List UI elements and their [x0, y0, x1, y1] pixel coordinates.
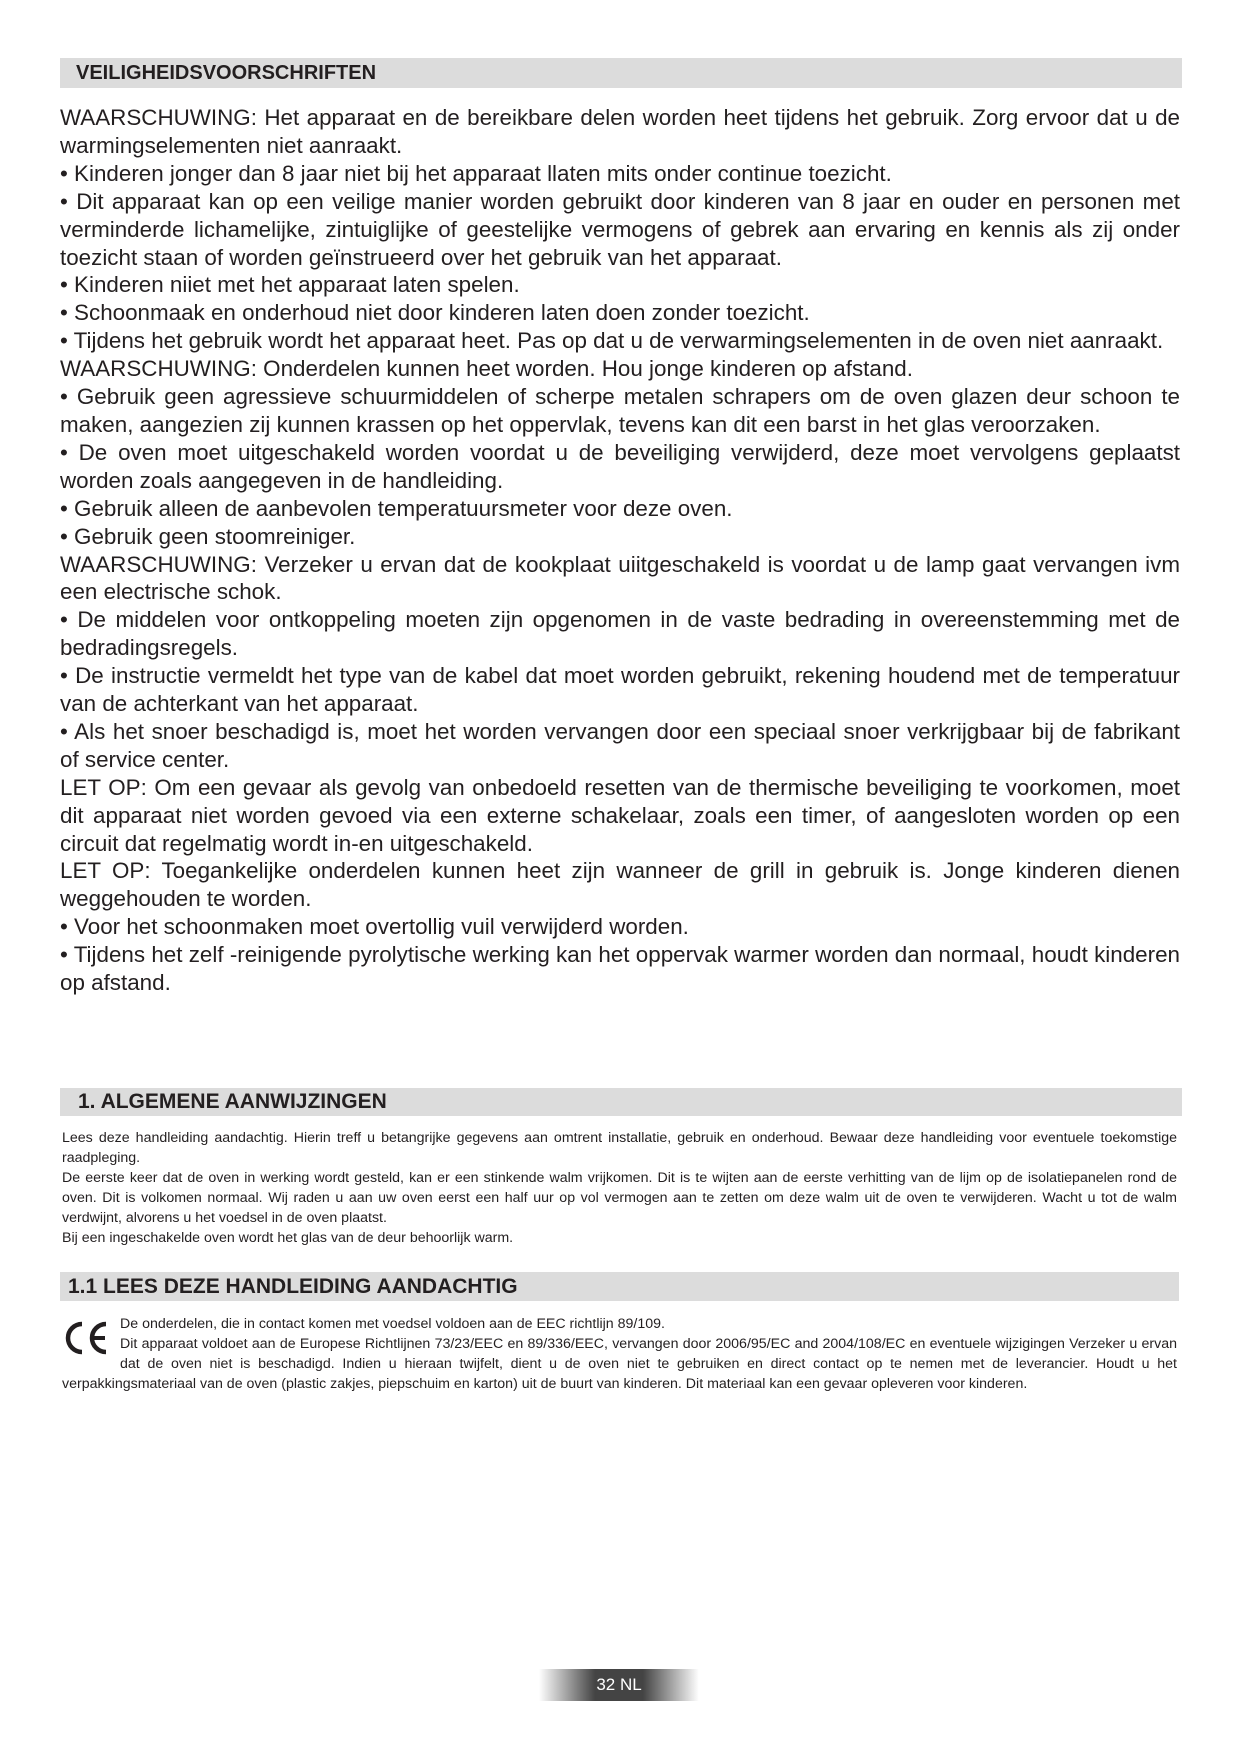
paragraph: • Kinderen jonger dan 8 jaar niet bij het apparaat llaten mits onder continue toezicht. [60, 160, 892, 186]
paragraph: • De oven moet uitgeschakeld worden voordat u de beveiliging verwijderd, deze moet vervolgens geplaatst worden zoals aangegeven in de handleiding. [60, 439, 1180, 493]
paragraph: • Tijdens het gebruik wordt het apparaat heet. Pas op dat u de verwarmingselementen in de oven niet aanraakt. [60, 328, 1164, 354]
page-number-badge [539, 1669, 699, 1701]
paragraph: • Dit apparaat kan op een veilige manier worden gebruikt door kinderen van 8 jaar en ouder en personen met verminderde lichamelijke, zintuiglijke of geestelijke vermogens of gebrek aan ervaring en kennis als zij onder toezicht staan of worden geïnstrueerd over het gebruik van het apparaat. [60, 188, 1180, 270]
paragraph: De onderdelen, die in contact komen met voedsel voldoen aan de EEC richtlijn 89/109. [120, 1316, 665, 1332]
section-header-general [60, 1088, 1182, 1116]
paragraph: • Gebruik geen stoomreiniger. [60, 523, 356, 549]
section-title: VEILIGHEIDSVOORSCHRIFTEN [76, 62, 377, 84]
safety-text [60, 104, 1180, 997]
paragraph: Bij een ingeschakelde oven wordt het glas van de deur behoorlijk warm. [62, 1230, 514, 1246]
paragraph: • Kinderen niiet met het apparaat laten spelen. [60, 272, 520, 298]
section-header-safety [60, 58, 1182, 88]
paragraph: • Voor het schoonmaken moet overtollig vuil verwijderd worden. [60, 914, 689, 940]
paragraph: Lees deze handleiding aandachtig. Hierin treff u betangrijke gegevens aan omtrent installatie, gebruik en onderhoud. Bewaar deze handleiding voor eventuele toekomstige raadpleging. [62, 1130, 1177, 1166]
page-number: 32 NL [596, 1675, 642, 1694]
paragraph: Dit apparaat voldoet aan de Europese Richtlijnen 73/23/EEC en 89/336/EEC, vervangen door 2006/95/EC and 2004/108/EC en eventuele wijzigingen Verzeker u ervan dat de oven niet is beschadigd. Indien u hieraan twijfelt, dient u de oven niet te gebruiken en direct contact op te nemen met de leverancier. Houdt u het verpakkingsmateriaal van de oven (plastic zakjes, piepschuim en karton) uit de buurt van kinderen. Dit materiaal kan een gevaar opleveren voor kinderen. [62, 1336, 1177, 1392]
paragraph: • Tijdens het zelf -reinigende pyrolytische werking kan het oppervak warmer worden dan normaal, houdt kinderen op afstand. [60, 942, 1180, 996]
paragraph: • Als het snoer beschadigd is, moet het worden vervangen door een speciaal snoer verkrijgbaar bij de fabrikant of service center. [60, 718, 1180, 772]
section-header-read-manual [60, 1272, 1179, 1301]
paragraph: WAARSCHUWING: Onderdelen kunnen heet worden. Hou jonge kinderen op afstand. [60, 356, 913, 382]
ce-mark-icon [60, 1318, 114, 1358]
paragraph: • Schoonmaak en onderhoud niet door kinderen laten doen zonder toezicht. [60, 300, 810, 326]
paragraph: • De instructie vermeldt het type van de kabel dat moet worden gebruikt, rekening houdend met de temperatuur van de achterkant van het apparaat. [60, 663, 1180, 717]
paragraph: WAARSCHUWING: Verzeker u ervan dat de kookplaat uiitgeschakeld is voordat u de lamp gaat vervangen ivm een electrische schok. [60, 551, 1180, 605]
paragraph: LET OP: Om een gevaar als gevolg van onbedoeld resetten van de thermische beveiliging te voorkomen, moet dit apparaat niet worden gevoed via een externe schakelaar, zoals een timer, of aangesloten worden op een circuit dat regelmatig wordt in-en uitgeschakeld. [60, 774, 1180, 856]
paragraph: LET OP: Toegankelijke onderdelen kunnen heet zijn wanneer de grill in gebruik is. Jonge kinderen dienen weggehouden te worden. [60, 858, 1180, 912]
paragraph: • Gebruik geen agressieve schuurmiddelen of scherpe metalen schrapers om de oven glazen deur schoon te maken, aangezien zij kunnen krassen op het oppervlak, tevens kan dit een barst in het glas veroorzaken. [60, 384, 1180, 437]
paragraph: • Gebruik alleen de aanbevolen temperatuursmeter voor deze oven. [60, 495, 733, 521]
paragraph: • De middelen voor ontkoppeling moeten zijn opgenomen in de vaste bedrading in overeenstemming met de bedradingsregels. [60, 607, 1180, 661]
general-text [62, 1128, 1177, 1248]
read-manual-text [62, 1314, 1177, 1394]
section-title: 1.1 LEES DEZE HANDLEIDING AANDACHTIG [68, 1275, 518, 1298]
section-title: 1. ALGEMENE AANWIJZINGEN [78, 1090, 387, 1113]
paragraph: De eerste keer dat de oven in werking wordt gesteld, kan er een stinkende walm vrijkomen. Dit is te wijten aan de eerste verhitting van de lijm op de isolatiepanelen rond de oven. Dit is volkomen normaal. Wij raden u aan uw oven eerst een half uur op vol vermogen aan te zetten om deze walm uit de oven te verwijderen. Wacht u tot de walm verdwijnt, alvorens u het voedsel in de oven plaatst. [62, 1170, 1177, 1226]
paragraph: WAARSCHUWING: Het apparaat en de bereikbare delen worden heet tijdens het gebruik. Zorg ervoor dat u de warmingselementen niet aanraakt. [60, 105, 1180, 158]
